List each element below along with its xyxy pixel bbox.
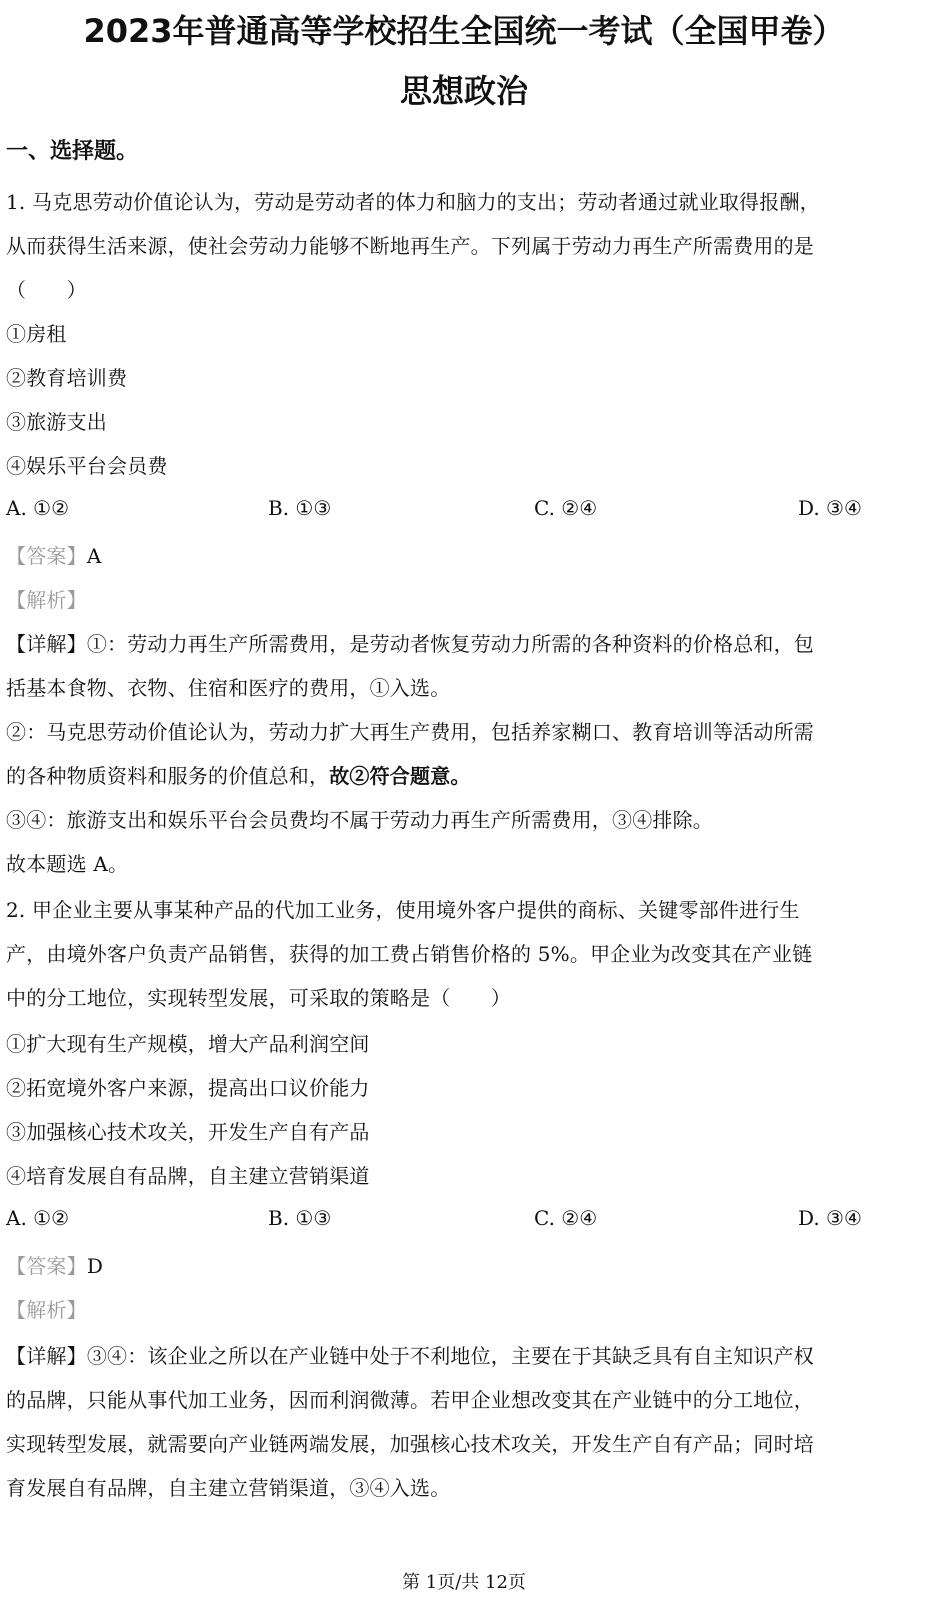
q1-item: ③旅游支出 [6,410,107,434]
q2-option-a: A. ①② [6,1206,70,1230]
q1-answer [6,540,912,569]
q2-item: ②拓宽境外客户来源，提高出口议价能力 [6,1076,370,1100]
q2-option-d: D. ③④ [798,1206,862,1230]
q1-item: ②教育培训费 [6,366,128,390]
q1-option-c: C. ②④ [534,496,598,520]
q2-option-b: B. ①③ [268,1206,332,1230]
q2-option-c: C. ②④ [534,1206,598,1230]
q1-detail-line: 括基本食物、衣物、住宿和医疗的费用，①入选。 [6,676,451,700]
page-subtitle: 思想政治 [399,72,528,110]
q1-option-b: B. ①③ [268,496,332,520]
detail-tag: 【详解】 [6,1344,87,1368]
answer-tag: 【答案】 [6,544,87,568]
answer-value: A [86,544,102,568]
q2-item: ④培育发展自有品牌，自主建立营销渠道 [6,1164,370,1188]
q1-detail-line: ②：马克思劳动价值论认为，劳动力扩大再生产费用，包括养家糊口、教育培训等活动所需 [6,720,814,744]
q1-detail-line [6,628,912,657]
detail-emphasis: 故②符合题意。 [329,764,471,788]
q1-detail-line: ③④：旅游支出和娱乐平台会员费均不属于劳动力再生产所需费用，③④排除。 [6,808,713,832]
q2-item: ③加强核心技术攻关，开发生产自有产品 [6,1120,370,1144]
detail-text: ①：劳动力再生产所需费用，是劳动者恢复劳动力所需的各种资料的价格总和，包 [86,632,815,656]
q1-stem-line: 1. 马克思劳动价值论认为，劳动是劳动者的体力和脑力的支出；劳动者通过就业取得报酬， [6,190,820,214]
q1-detail-line: 故本题选 A。 [6,852,129,876]
q2-analysis-tag: 【解析】 [6,1298,87,1322]
q2-stem-line: 2. 甲企业主要从事某种产品的代加工业务，使用境外客户提供的商标、关键零部件进行生 [6,898,800,922]
page-title: 2023年普通高等学校招生全国统一考试（全国甲卷） [83,12,845,50]
q1-stem-line: 从而获得生活来源，使社会劳动力能够不断地再生产。下列属于劳动力再生产所需费用的是 [6,234,814,258]
answer-value: D [86,1254,104,1278]
q2-detail-line [6,1340,912,1369]
q2-detail-line: 育发展自有品牌，自主建立营销渠道，③④入选。 [6,1476,451,1500]
page-footer: 第 1页/共 12页 [402,1572,526,1593]
q2-detail-line: 实现转型发展，就需要向产业链两端发展，加强核心技术攻关，开发生产自有产品；同时培 [6,1432,814,1456]
q1-item: ①房租 [6,322,67,346]
q2-answer [6,1250,912,1279]
q1-stem-line: （ ） [6,278,87,302]
q1-option-d: D. ③④ [798,496,862,520]
q2-item: ①扩大现有生产规模，增大产品利润空间 [6,1032,370,1056]
q1-item: ④娱乐平台会员费 [6,454,168,478]
detail-tag: 【详解】 [6,632,87,656]
detail-text: 的各种物质资料和服务的价值总和， [6,764,330,788]
q1-analysis-tag: 【解析】 [6,588,87,612]
section-heading: 一、选择题。 [6,139,139,164]
q1-option-a: A. ①② [6,496,70,520]
detail-text: ③④：该企业之所以在产业链中处于不利地位，主要在于其缺乏具有自主知识产权 [86,1344,815,1368]
q2-stem-line: 中的分工地位，实现转型发展，可采取的策略是（ ） [6,986,511,1010]
q2-stem-line: 产，由境外客户负责产品销售，获得的加工费占销售价格的 5%。甲企业为改变其在产业链 [6,942,813,966]
q2-detail-line: 的品牌，只能从事代加工业务，因而利润微薄。若甲企业想改变其在产业链中的分工地位， [6,1388,814,1412]
q1-detail-line [6,760,912,789]
answer-tag: 【答案】 [6,1254,87,1278]
